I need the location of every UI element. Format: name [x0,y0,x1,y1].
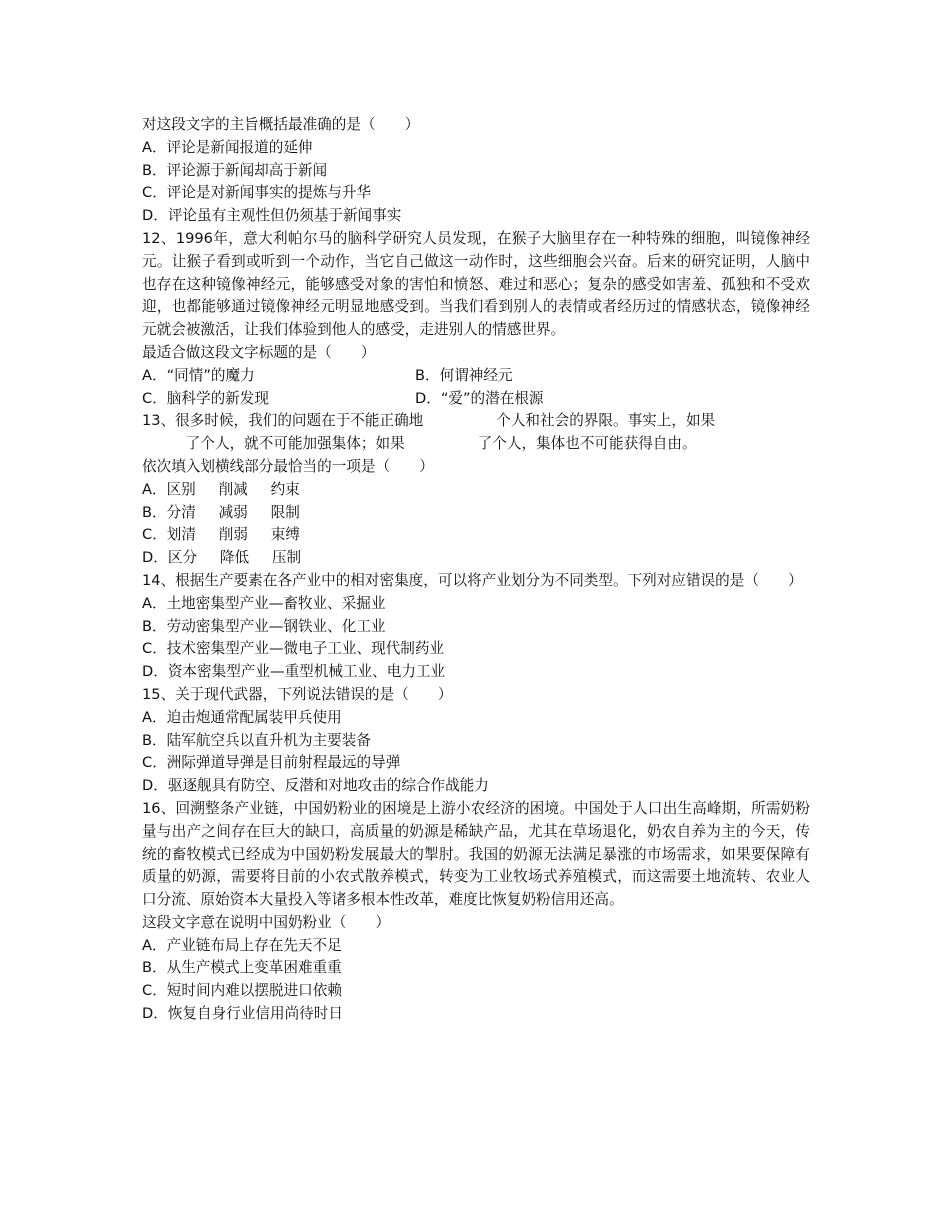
q15-option-a: A．迫击炮通常配属装甲兵使用 [142,708,342,726]
q16-passage: 16、回溯整条产业链，中国奶粉业的困境是上游小农经济的困境。中国处于人口出生高峰期，所需奶粉量与出产之间存在巨大的缺口，高质量的奶源是稀缺产品，尤其在草场退化，奶农自养为主的今天，传统的畜牧模式已经成为中国奶粉发展最大的掣肘。我国的奶源无法满足暴涨的市场需求，如果要保障有质量的奶源，需要将目前的小农式散养模式，转变为工业牧场式养殖模式，而这需要土地流转、农业人口分流、原始资本大量投入等诸多根本性改革，难度比恢复奶粉信用还高。 [142,799,810,909]
q11-option-c: C．评论是对新闻事实的提炼与升华 [142,184,372,202]
q12-options-row-2 [142,388,810,411]
q16-stem: 这段文字意在说明中国奶粉业（ ） [142,913,391,931]
q12-stem: 最适合做这段文字标题的是（ ） [142,343,376,361]
q12-option-b: B．何谓神经元 [415,366,513,384]
q15-stem: 15、关于现代武器，下列说法错误的是（ ） [142,685,453,703]
q13-option-c [142,524,810,547]
q11-stem: 对这段文字的主旨概括最准确的是（ ） [142,116,420,133]
q16-option-d: D．恢复自身行业信用尚待时日 [142,1005,343,1023]
q13-option-c-word-1: 划清 [166,526,196,544]
q15-option-b: B．陆军航空兵以直升机为主要装备 [142,731,371,749]
q16-option-b: B．从生产模式上变革困难重重 [142,959,342,977]
q14-option-a: A．土地密集型产业—畜牧业、采掘业 [142,594,386,612]
q13-option-d-word-2: 降低 [219,549,250,567]
q13-option-a-word-3: 约束 [270,480,300,498]
q13-option-a [142,479,810,502]
q13-option-a-word-1: 区别 [166,480,196,498]
q13-option-a-letter: A． [142,480,167,498]
q14-option-c: C．技术密集型产业—微电子工业、现代制药业 [142,640,445,658]
q14-stem: 14、根据生产要素在各产业中的相对密集度，可以将产业划分为不同类型。下列对应错误的是（ ） [142,571,803,589]
q13-option-d-letter: D． [142,549,168,567]
q13-option-b-letter: B． [142,503,167,521]
q15-option-d: D．驱逐舰具有防空、反潜和对地攻击的综合作战能力 [142,777,489,795]
q12-options-row-1 [142,365,810,388]
q13-stem: 依次填入划横线部分最恰当的一项是（ ） [142,457,434,475]
q12-option-c: C．脑科学的新发现 [142,389,269,407]
q13-line-1: 13、很多时候，我们的问题在于不能正确地 个人和社会的界限。事实上，如果 [142,412,716,430]
q13-line-2: 了个人，就不可能加强集体；如果 了个人，集体也不可能获得自由。 [142,435,697,453]
q11-option-a: A．评论是新闻报道的延伸 [142,138,313,156]
q16-option-a: A．产业链布局上存在先天不足 [142,936,342,954]
q16-option-c: C．短时间内难以摆脱进口依赖 [142,982,342,1000]
q13-option-d [142,547,810,570]
q12-option-a: A．“同情”的魔力 [142,366,255,384]
q12-passage: 12、1996年，意大利帕尔马的脑科学研究人员发现，在猴子大脑里存在一种特殊的细胞，叫镜像神经元。让猴子看到或听到一个动作，当它自己做这一动作时，这些细胞会兴奋。后来的研究证明，人脑中也存在这种镜像神经元，能够感受对象的害怕和愤怒、难过和恶心；复杂的感受如害羞、孤独和不受欢迎，也都能够通过镜像神经元明显地感受到。当我们看到别人的表情或者经历过的情感状态，镜像神经元就会被激活，让我们体验到他人的感受，走进别人的情感世界。 [142,229,810,339]
q13-option-b [142,502,810,525]
question-content [142,114,810,1026]
q14-option-b: B．劳动密集型产业—钢铁业、化工业 [142,617,386,635]
q14-option-d: D．资本密集型产业—重型机械工业、电力工业 [142,663,446,681]
q12-option-d: D．“爱”的潜在根源 [415,389,544,407]
q13-option-b-word-3: 限制 [270,503,300,521]
q13-option-d-word-3: 压制 [271,549,302,567]
q13-option-c-word-3: 束缚 [270,526,300,544]
q13-option-a-word-2: 削减 [218,480,248,498]
q15-option-c: C．洲际弹道导弹是目前射程最远的导弹 [142,754,401,772]
q13-option-b-word-2: 减弱 [218,503,248,521]
q11-option-d: D．评论虽有主观性但仍须基于新闻事实 [142,207,402,225]
q13-option-b-word-1: 分清 [166,503,196,521]
q13-option-d-word-1: 区分 [167,549,198,567]
q13-option-c-word-2: 削弱 [218,526,248,544]
q11-option-b: B．评论源于新闻却高于新闻 [142,161,328,179]
q13-option-c-letter: C． [142,526,167,544]
